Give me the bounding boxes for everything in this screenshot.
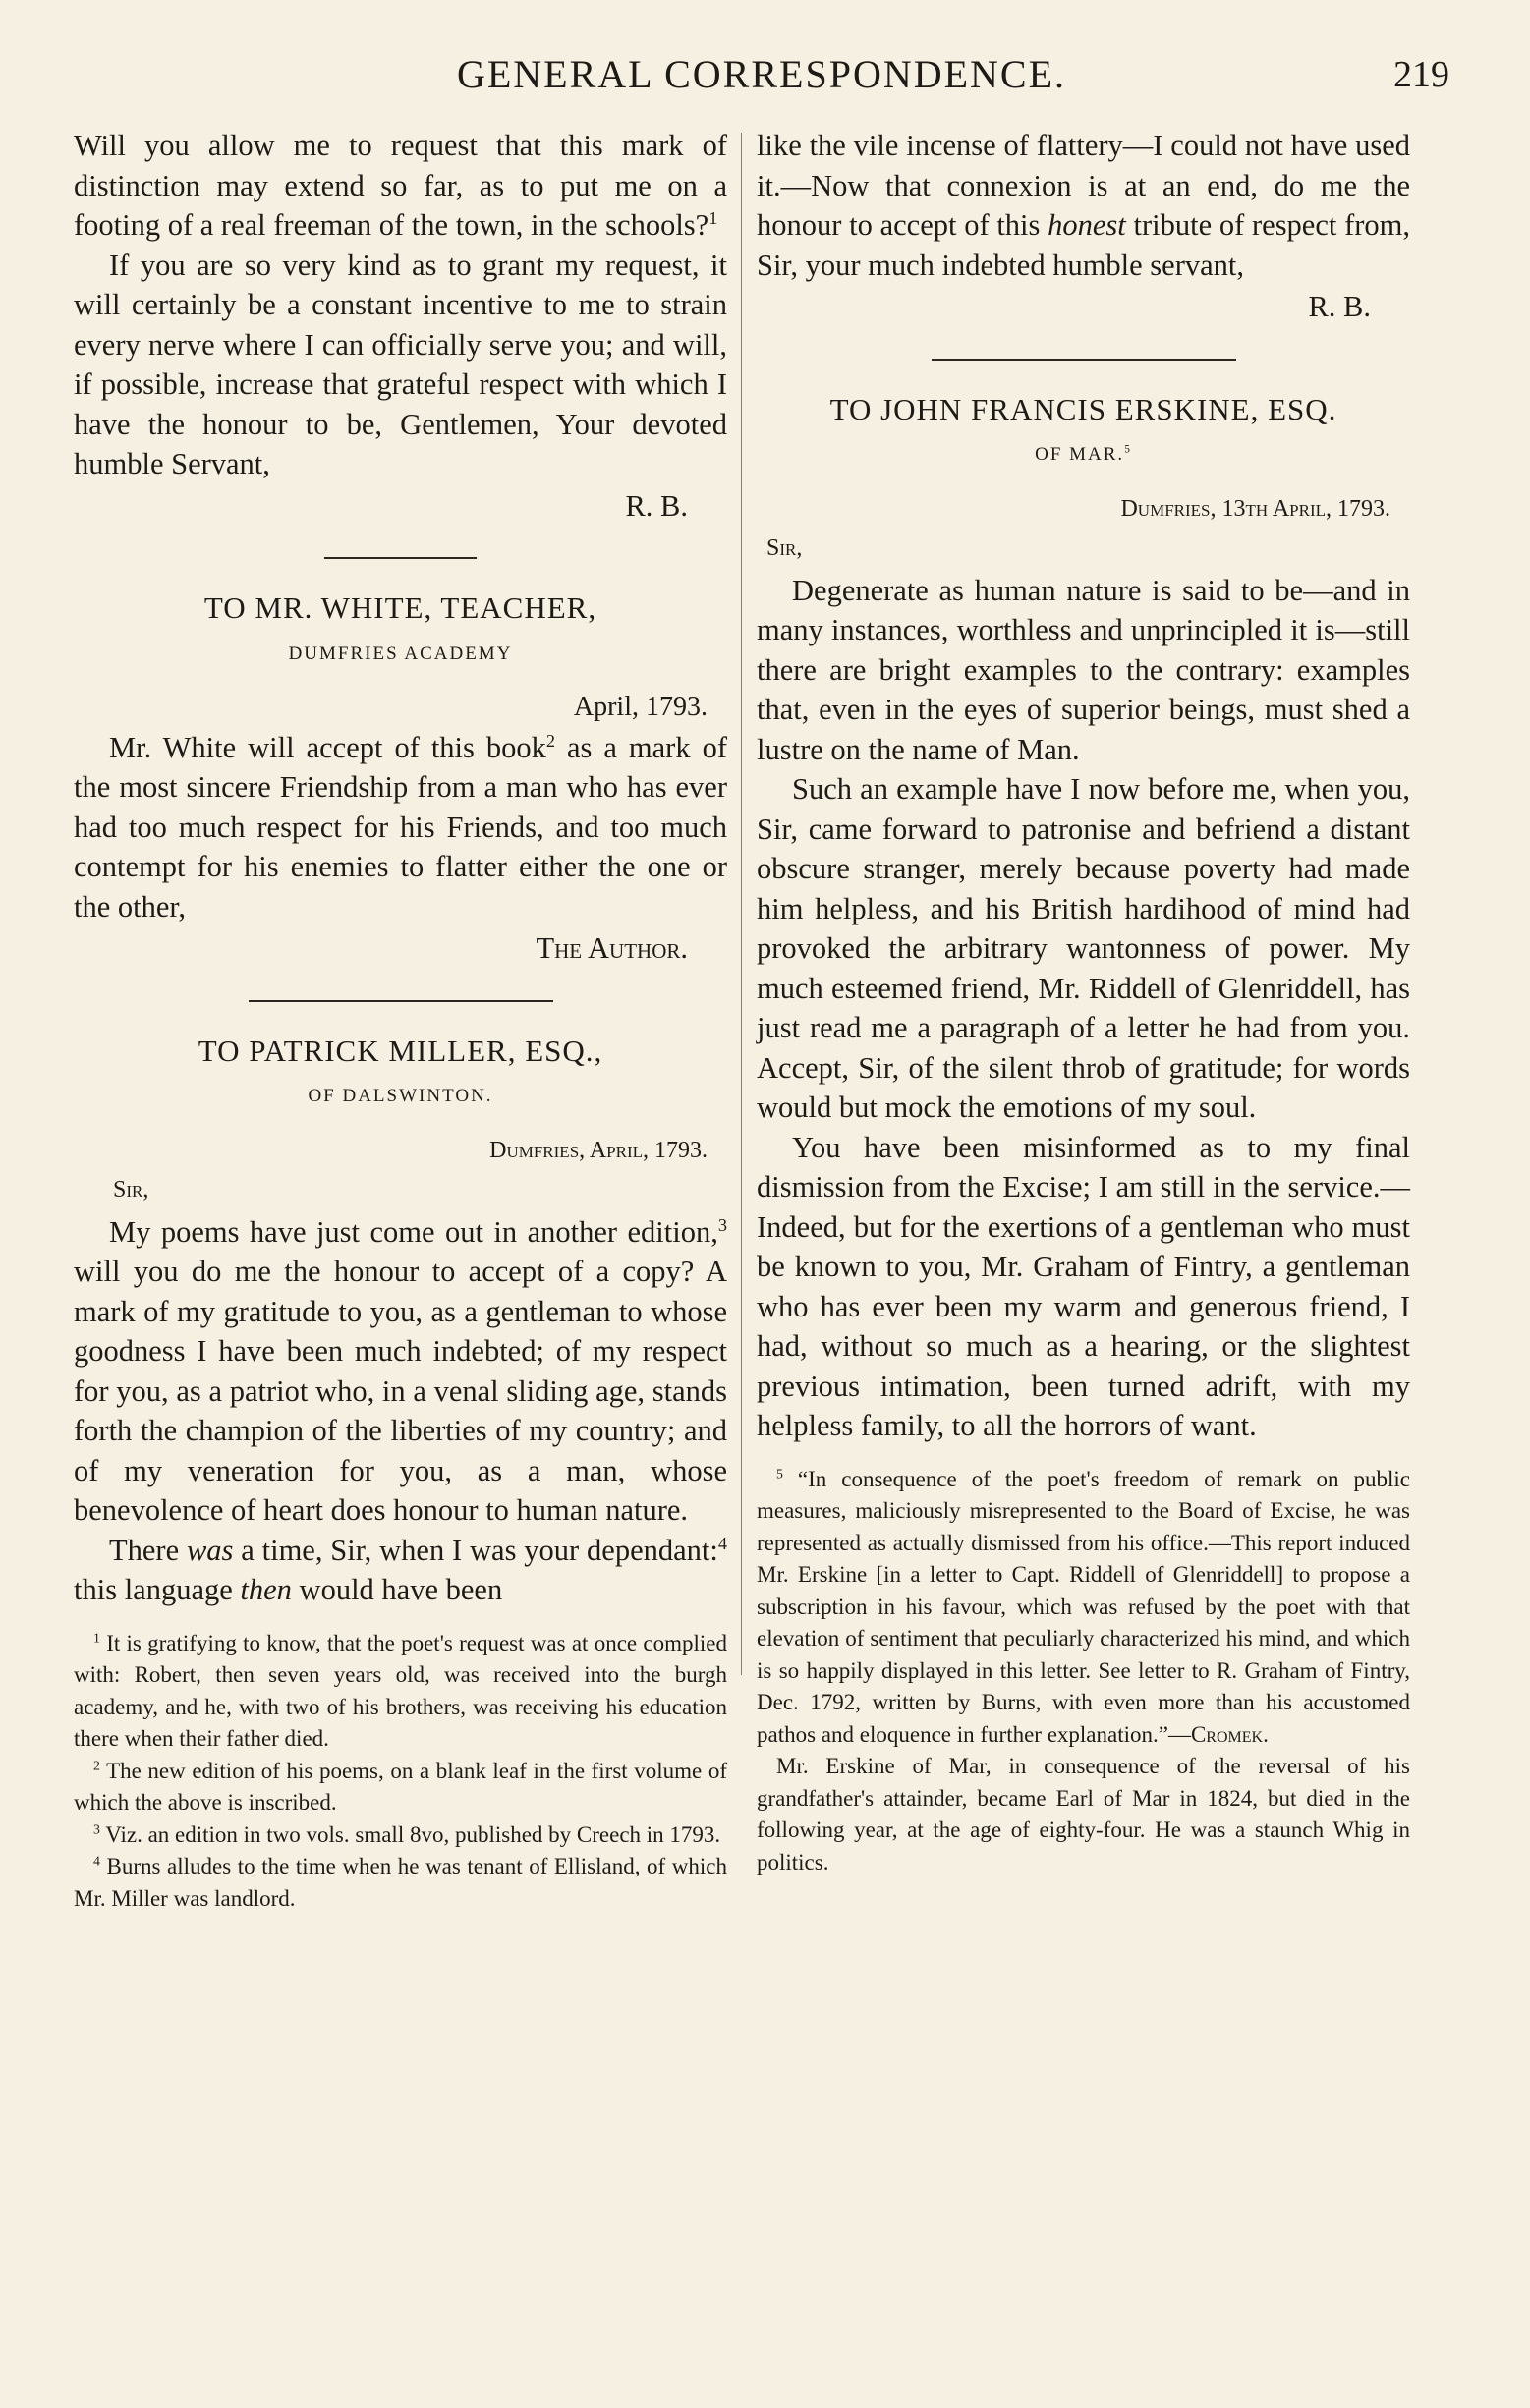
footnote: $^5$ “In consequence of the poet's freedom of remark on public measures, maliciously misrepresented to the Board of Excise, he was represented as actually dismissed from his office.—This report induced Mr. Erskine [in a letter to Capt. Riddell of Glenriddell] to propose a subscription in his favour, which was refused by the poet with that elevation of sentiment that peculiarly characterized his mind, and which is so happily displayed in this letter. See letter to R. Graham of Fintry, Dec. 1792, written by Burns, with even more than his accustomed pathos and eloquence in further explanation.”—Cromek. xyxy=(757,1465,1410,1747)
section-divider xyxy=(324,557,477,559)
dateline: Dumfries, April, 1793. xyxy=(489,1137,708,1163)
paragraph: You have been misinformed as to my final dismission from the Excise; I am still in the service.—Indeed, but for the exertions of a gentleman who must be known to you, Mr. Graham of Fintry, a gentleman who has ever been my warm and generous friend, I had, without so much as a hearing, or the slightest previous intimation, been turned adrift, with my helpless family, to all the horrors of want. xyxy=(757,1130,1410,1442)
attribution: Cromek. xyxy=(1190,1721,1269,1747)
footnote-ref[interactable]: 5 xyxy=(1124,443,1132,456)
signature: R. B. xyxy=(625,488,688,523)
paragraph: Will you allow me to request that this mark of distinction may extend so far, as to put me on a footing of a real freeman of the town, in the schools?$^1$ xyxy=(74,129,727,242)
footnote: Mr. Erskine of Mar, in consequence of the reversal of his grandfather's attainder, became Earl of Mar in 1824, but died in the following year, at the age of eighty-four. He was a staunch Whig in politics. xyxy=(757,1754,1410,1875)
paragraph: Degenerate as human nature is said to be—and in many instances, worthless and unprincipled it is—still there are bright examples to the contrary: examples that, even in the eyes of superior beings, must shed a lustre on the name of Man. xyxy=(757,573,1410,766)
footnote-ref[interactable]: 1 xyxy=(708,207,718,228)
footnote-ref[interactable]: 2 xyxy=(545,730,556,751)
letter-subheading: DUMFRIES ACADEMY xyxy=(288,643,513,664)
page-header xyxy=(74,51,1449,110)
letter-heading: TO JOHN FRANCIS ERSKINE, ESQ. xyxy=(829,391,1337,426)
footnote: $^3$ Viz. an edition in two vols. small 8vo, published by Creech in 1793. xyxy=(93,1820,721,1847)
footnote: $^1$ It is gratifying to know, that the poet's request was at once complied with: Robert, then seven years old, was received into the burgh academy, and he, with two of his brothers, was receiving his education there when their father died. xyxy=(74,1629,727,1751)
signature: R. B. xyxy=(1308,290,1371,323)
page-number: 219 xyxy=(1393,54,1449,95)
left-column xyxy=(74,126,727,1915)
letter-heading: TO PATRICK MILLER, ESQ., xyxy=(198,1033,603,1068)
letter-subheading: OF DALSWINTON. xyxy=(308,1086,493,1106)
paragraph: like the vile incense of flattery—I could not have used it.—Now that connexion is at an end, do me the honour to accept of this honest tribute of respect from, Sir, your much indebted humble servant, xyxy=(757,129,1411,282)
paragraph: If you are so very kind as to grant my request, it will certainly be a constant incentive to me to strain every nerve where I can officially serve you; and will, if possible, increase that grateful respect with which I have the honour to be, Gentlemen, Your devoted humble Servant, xyxy=(74,248,727,480)
column-divider xyxy=(741,133,742,1675)
paragraph: There was a time, Sir, when I was your dependant:$^4$ this language then would have been xyxy=(74,1533,727,1606)
salutation: Sir, xyxy=(113,1177,149,1203)
footnote-ref[interactable]: 4 xyxy=(717,1533,727,1553)
right-column xyxy=(757,126,1410,1878)
paragraph: My poems have just come out in another edition,$^3$ will you do me the honour to accept of a copy? A mark of my gratitude to you, as a gentleman to whose goodness I have been much indebted; of my respect for you, as a patriot who, in a venal sliding age, stands forth the champion of the liberties of my country; and of my veneration for you, as a man, whose benevolence of heart does honour to human nature. xyxy=(74,1214,727,1527)
section-divider xyxy=(932,359,1236,361)
footnote-ref[interactable]: 3 xyxy=(717,1214,727,1235)
signature: The Author. xyxy=(536,931,688,965)
dateline: Dumfries, 13th April, 1793. xyxy=(1120,495,1390,522)
running-head: GENERAL CORRESPONDENCE. xyxy=(456,52,1067,96)
footnote: $^4$ Burns alludes to the time when he was tenant of Ellisland, of which Mr. Miller was landlord. xyxy=(74,1853,727,1911)
footnote: $^2$ The new edition of his poems, on a blank leaf in the first volume of which the above is inscribed. xyxy=(74,1757,727,1815)
footnotes xyxy=(74,1628,727,1916)
letter-heading: TO MR. WHITE, TEACHER, xyxy=(203,590,597,625)
section-divider xyxy=(249,1000,553,1002)
salutation: Sir, xyxy=(766,535,803,561)
letter-subheading: OF MAR.$^5$ xyxy=(1035,443,1132,465)
paragraph: Mr. White will accept of this book$^2$ as a mark of the most sincere Friendship from a man who has ever had too much respect for his Friends, and too much contempt for his enemies to flatter either the one or the other, xyxy=(74,730,727,924)
dateline: April, 1793. xyxy=(573,692,708,722)
footnotes xyxy=(757,1464,1410,1879)
paragraph: Such an example have I now before me, when you, Sir, came forward to patronise and befriend a distant obscure stranger, merely because poverty had made him helpless, and his British hardihood of mind had provoked the arbitrary wantonness of power. My much esteemed friend, Mr. Riddell of Glenriddell, has just read me a paragraph of a letter he had from you. Accept, Sir, of the silent throb of gratitude; for words would but mock the emotions of my soul. xyxy=(757,772,1410,1124)
